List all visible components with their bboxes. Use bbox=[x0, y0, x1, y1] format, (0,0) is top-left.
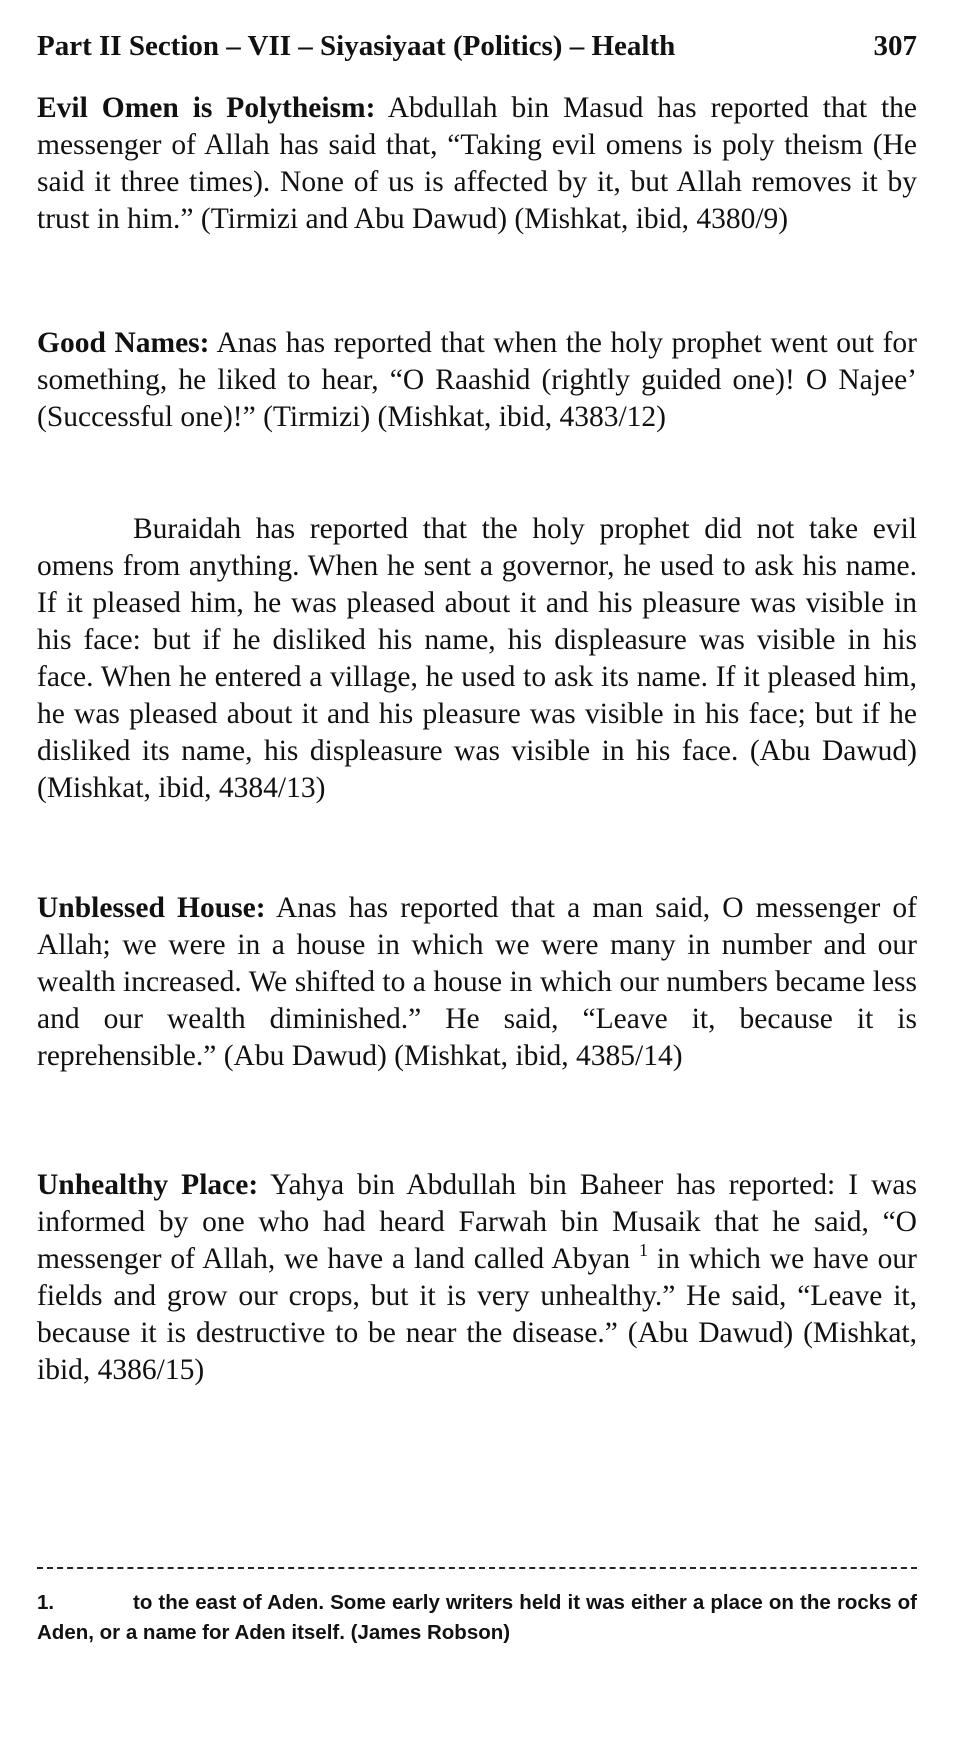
footnote bbox=[37, 1588, 917, 1648]
paragraph-text: Anas has reported that a man said, O messenger of Allah; we were in a house in which we were many in number and our wealth increased. We shifted to a house in which our numbers became less and our wealth diminished.” He said, “Leave it, because it is reprehensible.” (Abu Dawud) (Mishkat, ibid, 4385/14) bbox=[37, 892, 917, 1072]
footnote-text: to the east of Aden. Some early writers held it was either a place on the rocks of Aden, or a name for Aden itself. (James Robson) bbox=[37, 1591, 917, 1644]
paragraph-heading: Unhealthy Place: bbox=[37, 1169, 259, 1201]
paragraph-text: Yahya bin Abdullah bin Baheer has reported: I was informed by one who had heard Farwah bin Musaik that he said, “O messenger of Allah, we have a land called Abyan bbox=[37, 1169, 917, 1275]
page-number: 307 bbox=[873, 30, 917, 62]
paragraph-text: Anas has reported that when the holy prophet went out for something, he liked to hear, “O Raashid (rightly guided one)! O Najee’ (Successful one)!” (Tirmizi) (Mishkat, ibid, 4383/12) bbox=[37, 327, 917, 433]
section-title: Part II Section – VII – Siyasiyaat (Politics) – Health bbox=[37, 30, 676, 62]
footnote-divider bbox=[37, 1567, 917, 1569]
footnote-number: 1. bbox=[37, 1591, 55, 1614]
paragraph-good-names bbox=[37, 325, 917, 436]
paragraph-buraidah bbox=[37, 511, 917, 807]
paragraph-evil-omen bbox=[37, 90, 917, 238]
paragraph-heading: Good Names: bbox=[37, 327, 210, 359]
paragraph-unblessed-house bbox=[37, 890, 917, 1075]
paragraph-text-continued: in which we have our fields and grow our crops, but it is very unhealthy.” He said, “Leave it, because it is destructive to be near the disease.” (Abu Dawud) (Mishkat, ibid, 4386/15) bbox=[37, 1243, 918, 1386]
footnote-reference: 1 bbox=[639, 1240, 648, 1260]
paragraph-heading: Evil Omen is Polytheism: bbox=[37, 92, 376, 124]
paragraph-unhealthy-place bbox=[37, 1167, 917, 1389]
paragraph-text: Buraidah has reported that the holy prophet did not take evil omens from anything. When he sent a governor, he used to ask his name. If it pleased him, he was pleased about it and his pleasure was visible in his face: but if he disliked his name, his displeasure was visible in his face. When he entered a village, he used to ask its name. If it pleased him, he was pleased about it and his pleasure was visible in his face; but if he disliked its name, his displeasure was visible in his face. (Abu Dawud) (Mishkat, ibid, 4384/13) bbox=[37, 513, 917, 804]
paragraph-text: Abdullah bin Masud has reported that the messenger of Allah has said that, “Taking evil omens is poly theism (He said it three times). None of us is affected by it, but Allah removes it by trust in him.” (Tirmizi and Abu Dawud) (Mishkat, ibid, 4380/9) bbox=[37, 92, 917, 235]
running-header bbox=[37, 24, 917, 68]
paragraph-heading: Unblessed House: bbox=[37, 892, 266, 924]
